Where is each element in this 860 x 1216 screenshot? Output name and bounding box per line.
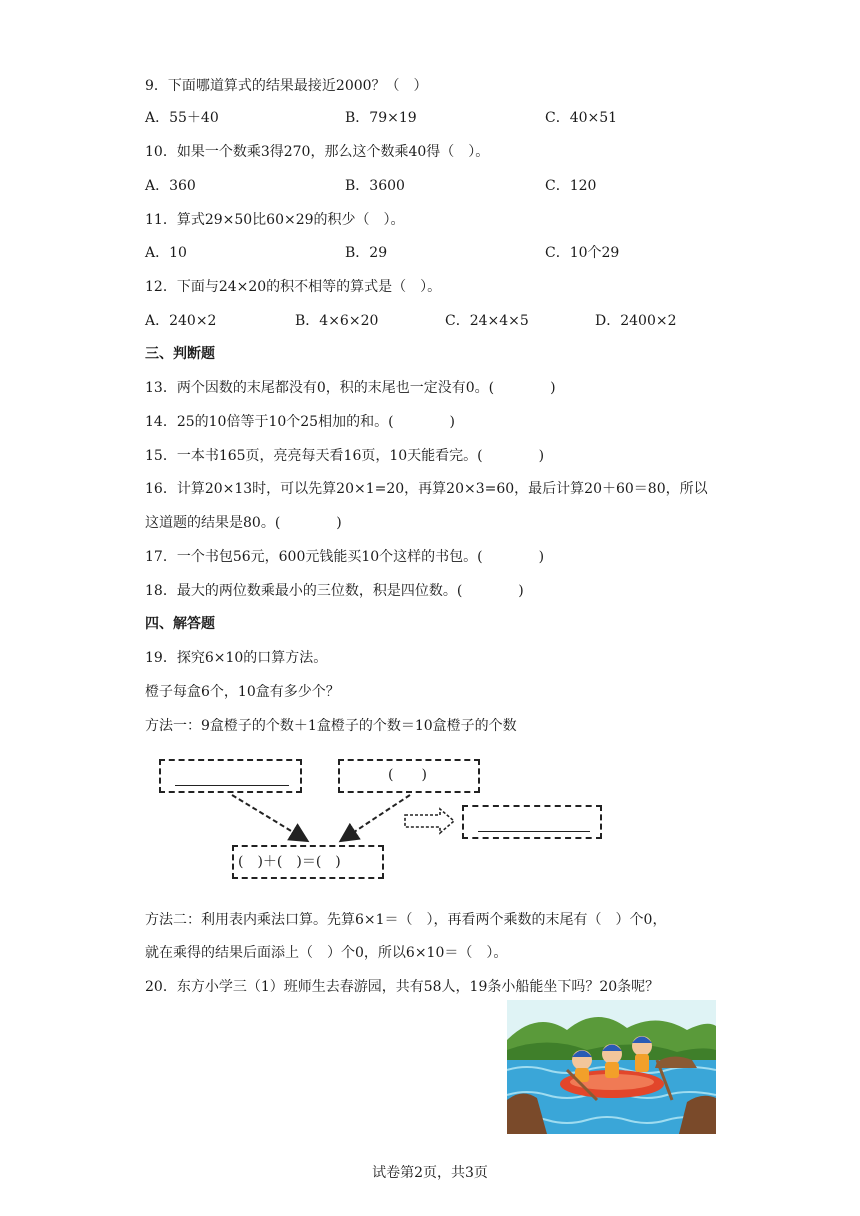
q9-option-c: C．40×51 [545,110,618,126]
q12-option-d: D．2400×2 [595,313,677,329]
diagram-box-2-text[interactable]: ( ) [388,767,427,783]
q12-option-b: B．4×6×20 [295,313,379,329]
judge-q13: 13．两个因数的末尾都没有0，积的末尾也一定没有0。( ) [145,380,556,396]
judge-q17: 17．一个书包56元，600元钱能买10个这样的书包。( ) [145,549,545,565]
judge-q14: 14．25的10倍等于10个25相加的和。( ) [145,414,455,430]
judge-q16: 16．计算20×13时，可以先算20×1=20，再算20×3=60，最后计算20＋60＝80，所以 [145,481,708,497]
dashed-arrow-left [232,795,306,840]
section-answer-heading: 四、解答题 [145,616,215,632]
block-arrow-icon [405,809,454,833]
q10-text: 10．如果一个数乘3得270，那么这个数乘40得（ ）。 [145,144,490,160]
page-footer: 试卷第2页，共3页 [372,1165,488,1181]
q11-text: 11．算式29×50比60×29的积少（ ）。 [145,212,405,228]
q12-text: 12．下面与24×20的积不相等的算式是（ ）。 [145,279,442,295]
q11-option-c: C．10个29 [545,245,620,261]
q9-option-b: B．79×19 [345,110,417,126]
diagram-equation[interactable]: ( )＋( )＝( ) [238,854,341,870]
q10-option-a: A．360 [145,178,196,194]
q19-method2-line1: 方法二：利用表内乘法口算。先算6×1＝（ ），再看两个乘数的末尾有（ ）个0， [145,912,667,928]
judge-q15: 15．一本书165页，亮亮每天看16页，10天能看完。( ) [145,448,545,464]
section-judge-heading: 三、判断题 [145,346,215,362]
judge-q16-cont: 这道题的结果是80。( ) [145,515,342,531]
judge-q18: 18．最大的两位数乘最小的三位数，积是四位数。( ) [145,583,524,599]
q10-option-b: B．3600 [345,178,405,194]
q11-option-a: A．10 [145,245,187,261]
q12-option-c: C．24×4×5 [445,313,529,329]
q19-question: 橙子每盒6个，10盒有多少个？ [145,684,340,700]
q19-method2-line2: 就在乘得的结果后面添上（ ）个0，所以6×10＝（ ）。 [145,945,508,961]
q12-option-a: A．240×2 [145,313,217,329]
q20-text: 20．东方小学三（1）班师生去春游园，共有58人，19条小船能坐下吗？20条呢？ [145,979,660,995]
q10-option-c: C．120 [545,178,597,194]
q9-text: 9．下面哪道算式的结果最接近2000？（ ） [145,78,428,94]
q19-title: 19．探究6×10的口算方法。 [145,650,328,666]
q9-option-a: A．55＋40 [145,110,219,126]
q11-option-b: B．29 [345,245,388,261]
rafting-illustration [507,1000,716,1134]
dashed-arrow-right [342,795,410,840]
q19-method1: 方法一：9盒橙子的个数＋1盒橙子的个数＝10盒橙子的个数 [145,718,517,734]
